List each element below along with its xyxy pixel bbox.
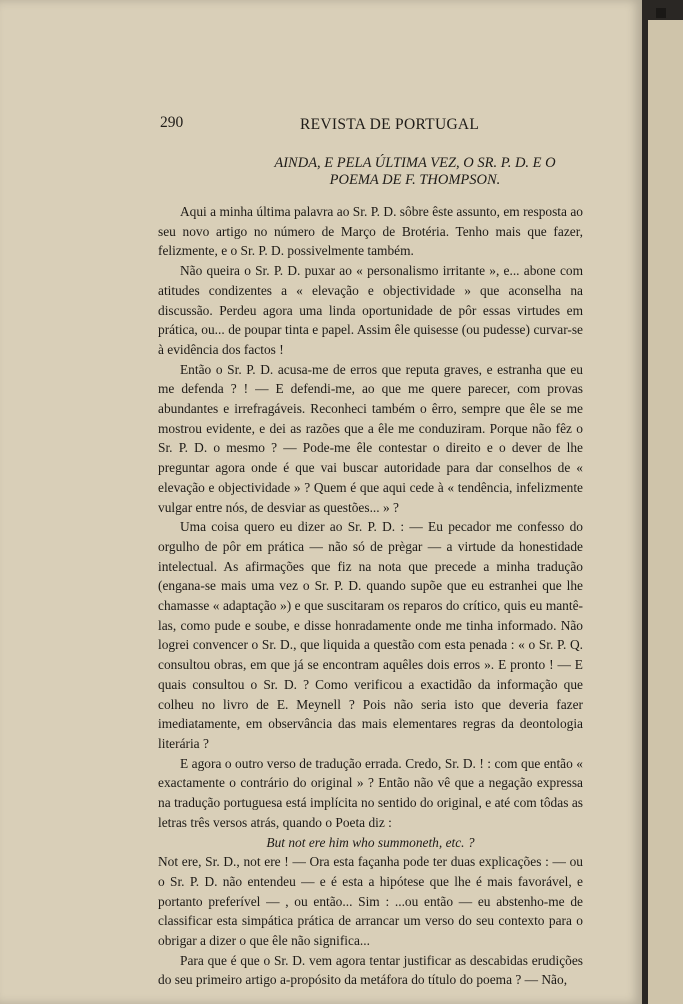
running-title: REVISTA DE PORTUGAL (300, 116, 480, 133)
paragraph: Então o Sr. P. D. acusa-me de erros que reputa graves, e estranha que eu me defenda ? ! — E defendi-me, ao que me quere parecer, com provas abundantes e irrefragáveis. Reconheci também o êrro, sempre que êle se me mostrou evidente, e dei as razões que a êle me conduziram. Porque não fêz o Sr. P. D. o mesmo ? — Pode-me êle contestar o direito e o dever de lhe preguntar agora onde é que vai buscar autoridade para dar conselhos de « elevação e objectividade » ? Quem é que aqui cede à « tendência, infelizmente vulgar entre nós, de desviar as questões... » ? (158, 361, 583, 515)
paragraph: Não queira o Sr. P. D. puxar ao « personalismo irritante », e... abone com atitudes condizentes a « elevação e objectividade » que aconselha na discussão. Perdeu agora uma linda oportunidade de pôr essas virtudes em prática, ou... de poupar tinta e papel. Assim êle quisesse (ou pudesse) curvar-se à evidência dos factos ! (158, 263, 583, 357)
paragraph: Not ere, Sr. D., not ere ! — Ora esta façanha pode ter duas explicações : — ou o Sr. P. D. não entendeu — e é esta a hipótese que lhe é mais favorável, e portanto preferível — , ou então... Sim : ...ou então — eu abstenho-me de classificar esta simpática prática de arrancar um verso do seu contexto para o obrigar a dizer o que êle não significa... (158, 854, 583, 949)
adjacent-page-edge (648, 20, 683, 1004)
quoted-verse: But not ere him who summoneth, etc. ? (266, 834, 475, 850)
article-title-line-2: POEMA DE F. THOMPSON. (329, 172, 501, 188)
paragraph: Aqui a minha última palavra ao Sr. P. D. sôbre êste assunto, em resposta ao seu novo artigo no número de Março de Brotéria. Tenho mais que fazer, felizmente, e o Sr. P. D. possivelmente também. (158, 204, 583, 259)
article-title (220, 155, 610, 189)
article-title-line-1: AINDA, E PELA ÚLTIMA VEZ, O SR. P. D. E O (274, 155, 556, 171)
paragraph: Uma coisa quero eu dizer ao Sr. P. D. : — Eu pecador me confesso do orgulho de pôr em prática — não só de prègar — a virtude da honestidade intelectual. As afirmações que fiz na nota que precede a minha tradução (engana-se mais uma vez o Sr. P. D. quando supõe que eu estranhei que lhe chamasse « adaptação ») e que suscitaram os reparos do crítico, quis eu mantê-las, como pude e soube, e disse honradamente onde me tinha informado. Não logrei convencer o Sr. D., que liquida a questão com esta penada : « o Sr. P. Q. consultou obras, em que já se encontram aquêles dois erros ». E pronto ! — E quais consultou o Sr. D. ? Como verificou a exactidão da informação que colheu no livro de E. Meynell ? Pois não seria isto que deveria fazer imediatamente, em observância das mais elementares regras da deontologia literária ? (158, 519, 583, 751)
page-number: 290 (160, 114, 184, 131)
article-body (158, 202, 583, 990)
paragraph: E agora o outro verso de tradução errada. Credo, Sr. D. ! : com que então « exactamente o contrário do original » ? Então não vê que a negação expressa na tradução portuguesa está implícita no sentido do original, e até com tôdas as letras três versos atrás, quando o Poeta diz : (158, 755, 583, 830)
scan-corner-mark (656, 8, 666, 18)
paragraph: Para que é que o Sr. D. vem agora tentar justificar as descabidas erudições do seu primeiro artigo a-propósito da metáfora do título do poema ? — Não, (158, 952, 583, 988)
